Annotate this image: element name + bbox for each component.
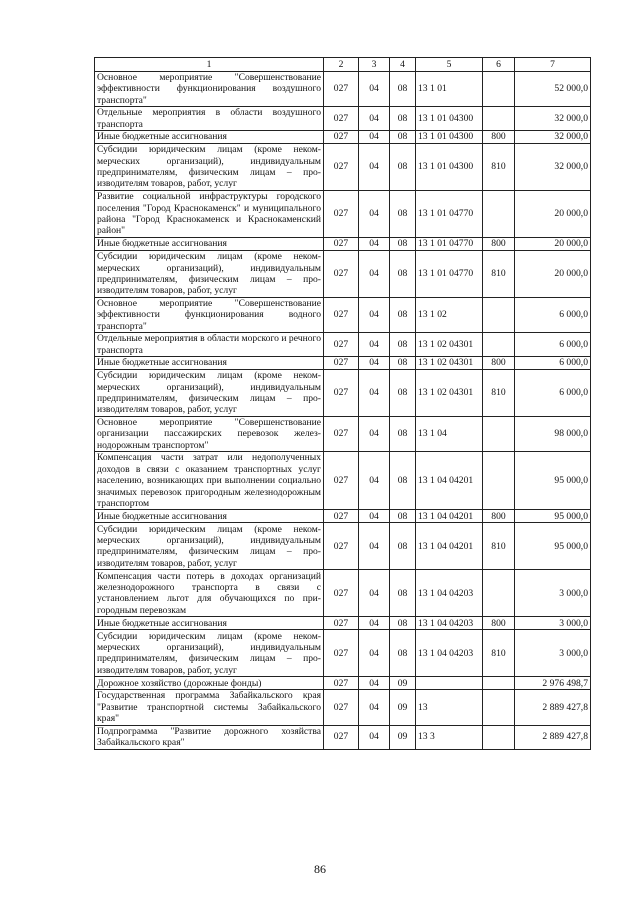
row-subsection: 08 <box>390 144 416 191</box>
table-row <box>95 617 591 630</box>
row-section: 04 <box>359 370 390 417</box>
row-name: Развитие социальной инфраструктуры городского поселения "Город Краснокаменск" и муниципального района "Город Краснокаменск и Краснокаменский район" <box>95 191 324 238</box>
row-expense-type: 810 <box>483 144 515 191</box>
header-row <box>95 58 591 72</box>
row-amount: 2 889 427,8 <box>515 725 591 749</box>
row-amount: 95 000,0 <box>515 510 591 523</box>
table-row <box>95 690 591 725</box>
row-section: 04 <box>359 333 390 357</box>
row-expense-type <box>483 191 515 238</box>
row-expense-type <box>483 72 515 107</box>
row-name: Иные бюджетные ассигнования <box>95 238 324 251</box>
row-target-article: 13 1 01 04770 <box>416 238 483 251</box>
header-cell-expense-type: 6 <box>483 58 515 72</box>
row-expense-type: 800 <box>483 617 515 630</box>
header-cell-grbs: 2 <box>324 58 359 72</box>
row-subsection: 08 <box>390 617 416 630</box>
row-name: Иные бюджетные ассигнования <box>95 617 324 630</box>
row-grbs: 027 <box>324 238 359 251</box>
row-target-article: 13 1 01 04770 <box>416 251 483 298</box>
row-target-article: 13 1 01 04300 <box>416 107 483 131</box>
row-expense-type: 810 <box>483 523 515 570</box>
row-target-article: 13 3 <box>416 725 483 749</box>
row-target-article: 13 <box>416 690 483 725</box>
row-amount: 6 000,0 <box>515 298 591 333</box>
row-amount: 2 889 427,8 <box>515 690 591 725</box>
row-section: 04 <box>359 725 390 749</box>
row-target-article: 13 1 04 04203 <box>416 617 483 630</box>
row-name: Субсидии юридическим лицам (кроме некоммерческих организаций), индивидуальным предпринимателям, физическим лицам – производителям товаров, работ, услуг <box>95 370 324 417</box>
row-name: Иные бюджетные ассигнования <box>95 131 324 144</box>
row-amount: 6 000,0 <box>515 357 591 370</box>
row-amount: 6 000,0 <box>515 370 591 417</box>
row-grbs: 027 <box>324 107 359 131</box>
row-grbs: 027 <box>324 72 359 107</box>
table-row <box>95 238 591 251</box>
row-grbs: 027 <box>324 725 359 749</box>
row-grbs: 027 <box>324 452 359 510</box>
row-name: Иные бюджетные ассигнования <box>95 357 324 370</box>
table-row <box>95 370 591 417</box>
row-amount: 98 000,0 <box>515 417 591 452</box>
row-name: Субсидии юридическим лицам (кроме некоммерческих организаций), индивидуальным предпринимателям, физическим лицам – производителям товаров, работ, услуг <box>95 144 324 191</box>
row-name: Отдельные мероприятия в области морского и речного транспорта <box>95 333 324 357</box>
row-expense-type: 800 <box>483 238 515 251</box>
row-expense-type <box>483 570 515 617</box>
row-grbs: 027 <box>324 510 359 523</box>
row-grbs: 027 <box>324 333 359 357</box>
table-row <box>95 107 591 131</box>
row-name: Субсидии юридическим лицам (кроме некоммерческих организаций), индивидуальным предпринимателям, физическим лицам – производителям товаров, работ, услуг <box>95 630 324 677</box>
row-section: 04 <box>359 238 390 251</box>
row-name: Компенсация части затрат или недополученных доходов в связи с оказанием транспортных услуг населению, возникающих при выполнении социально значимых перевозок пригородным железнодорожным транспортом <box>95 452 324 510</box>
row-target-article <box>416 677 483 690</box>
row-name: Отдельные мероприятия в области воздушного транспорта <box>95 107 324 131</box>
table-row <box>95 677 591 690</box>
row-expense-type: 810 <box>483 251 515 298</box>
table-row <box>95 570 591 617</box>
row-name: Государственная программа Забайкальского края "Развитие транспортной системы Забайкальского края" <box>95 690 324 725</box>
row-name: Субсидии юридическим лицам (кроме некоммерческих организаций), индивидуальным предпринимателям, физическим лицам – производителям товаров, работ, услуг <box>95 251 324 298</box>
table-row <box>95 452 591 510</box>
row-amount: 3 000,0 <box>515 570 591 617</box>
row-expense-type <box>483 333 515 357</box>
row-expense-type <box>483 677 515 690</box>
row-amount: 6 000,0 <box>515 333 591 357</box>
row-name: Основное мероприятие "Совершенствование эффективности функционирования водного транспорта" <box>95 298 324 333</box>
header-cell-section: 3 <box>359 58 390 72</box>
row-subsection: 08 <box>390 523 416 570</box>
row-expense-type <box>483 107 515 131</box>
row-expense-type <box>483 417 515 452</box>
table-row <box>95 191 591 238</box>
row-target-article: 13 1 01 04300 <box>416 131 483 144</box>
row-amount: 20 000,0 <box>515 251 591 298</box>
row-name: Основное мероприятие "Совершенствование организации пассажирских перевозок железнодорожным транспортом" <box>95 417 324 452</box>
row-grbs: 027 <box>324 630 359 677</box>
page-number: 86 <box>314 862 326 876</box>
row-grbs: 027 <box>324 617 359 630</box>
row-subsection: 08 <box>390 570 416 617</box>
header-cell-name: 1 <box>95 58 324 72</box>
row-target-article: 13 1 02 04301 <box>416 357 483 370</box>
row-target-article: 13 1 01 04770 <box>416 191 483 238</box>
row-section: 04 <box>359 523 390 570</box>
row-amount: 32 000,0 <box>515 131 591 144</box>
row-grbs: 027 <box>324 417 359 452</box>
table-body <box>95 58 591 750</box>
row-target-article: 13 1 02 04301 <box>416 333 483 357</box>
row-grbs: 027 <box>324 251 359 298</box>
row-grbs: 027 <box>324 370 359 417</box>
header-cell-target-article: 5 <box>416 58 483 72</box>
row-expense-type: 810 <box>483 630 515 677</box>
row-name: Иные бюджетные ассигнования <box>95 510 324 523</box>
row-subsection: 08 <box>390 191 416 238</box>
table-row <box>95 144 591 191</box>
row-name: Компенсация части потерь в доходах организаций железнодорожного транспорта в связи с установлением льгот для обучающихся по пригородным перевозкам <box>95 570 324 617</box>
row-expense-type: 800 <box>483 510 515 523</box>
row-target-article: 13 1 04 04203 <box>416 570 483 617</box>
row-section: 04 <box>359 510 390 523</box>
row-expense-type <box>483 298 515 333</box>
row-section: 04 <box>359 677 390 690</box>
row-grbs: 027 <box>324 298 359 333</box>
row-name: Субсидии юридическим лицам (кроме некоммерческих организаций), индивидуальным предпринимателям, физическим лицам – производителям товаров, работ, услуг <box>95 523 324 570</box>
row-amount: 95 000,0 <box>515 523 591 570</box>
row-section: 04 <box>359 357 390 370</box>
header-cell-amount: 7 <box>515 58 591 72</box>
row-subsection: 08 <box>390 452 416 510</box>
row-target-article: 13 1 02 <box>416 298 483 333</box>
row-amount: 95 000,0 <box>515 452 591 510</box>
row-subsection: 09 <box>390 690 416 725</box>
row-section: 04 <box>359 107 390 131</box>
row-section: 04 <box>359 251 390 298</box>
row-subsection: 08 <box>390 107 416 131</box>
row-target-article: 13 1 04 04201 <box>416 452 483 510</box>
row-amount: 3 000,0 <box>515 617 591 630</box>
row-grbs: 027 <box>324 357 359 370</box>
row-subsection: 09 <box>390 725 416 749</box>
row-subsection: 08 <box>390 510 416 523</box>
row-subsection: 08 <box>390 251 416 298</box>
table-row <box>95 72 591 107</box>
row-name: Дорожное хозяйство (дорожные фонды) <box>95 677 324 690</box>
row-section: 04 <box>359 630 390 677</box>
row-grbs: 027 <box>324 144 359 191</box>
row-section: 04 <box>359 690 390 725</box>
row-section: 04 <box>359 452 390 510</box>
row-target-article: 13 1 01 <box>416 72 483 107</box>
row-section: 04 <box>359 144 390 191</box>
row-section: 04 <box>359 617 390 630</box>
table-row <box>95 131 591 144</box>
row-amount: 20 000,0 <box>515 238 591 251</box>
row-amount: 52 000,0 <box>515 72 591 107</box>
row-grbs: 027 <box>324 131 359 144</box>
row-subsection: 08 <box>390 370 416 417</box>
table-row <box>95 298 591 333</box>
table-row <box>95 417 591 452</box>
table-row <box>95 630 591 677</box>
row-subsection: 08 <box>390 630 416 677</box>
row-subsection: 09 <box>390 677 416 690</box>
row-target-article: 13 1 04 04201 <box>416 510 483 523</box>
row-name: Подпрограмма "Развитие дорожного хозяйства Забайкальского края" <box>95 725 324 749</box>
row-section: 04 <box>359 298 390 333</box>
table-row <box>95 523 591 570</box>
row-target-article: 13 1 02 04301 <box>416 370 483 417</box>
row-subsection: 08 <box>390 333 416 357</box>
row-amount: 32 000,0 <box>515 107 591 131</box>
row-name: Основное мероприятие "Совершенствование эффективности функционирования воздушного транспорта" <box>95 72 324 107</box>
row-amount: 2 976 498,7 <box>515 677 591 690</box>
row-target-article: 13 1 04 <box>416 417 483 452</box>
table-row <box>95 510 591 523</box>
row-grbs: 027 <box>324 570 359 617</box>
budget-table <box>94 57 591 750</box>
row-subsection: 08 <box>390 238 416 251</box>
table-row <box>95 725 591 749</box>
row-grbs: 027 <box>324 191 359 238</box>
table-row <box>95 251 591 298</box>
row-target-article: 13 1 01 04300 <box>416 144 483 191</box>
row-expense-type <box>483 690 515 725</box>
row-subsection: 08 <box>390 131 416 144</box>
row-subsection: 08 <box>390 417 416 452</box>
row-amount: 32 000,0 <box>515 144 591 191</box>
row-expense-type: 800 <box>483 131 515 144</box>
row-section: 04 <box>359 191 390 238</box>
row-section: 04 <box>359 131 390 144</box>
row-amount: 3 000,0 <box>515 630 591 677</box>
row-expense-type: 800 <box>483 357 515 370</box>
row-expense-type <box>483 452 515 510</box>
row-amount: 20 000,0 <box>515 191 591 238</box>
row-grbs: 027 <box>324 690 359 725</box>
row-target-article: 13 1 04 04203 <box>416 630 483 677</box>
row-expense-type: 810 <box>483 370 515 417</box>
table-row <box>95 357 591 370</box>
row-section: 04 <box>359 417 390 452</box>
row-target-article: 13 1 04 04201 <box>416 523 483 570</box>
table-row <box>95 333 591 357</box>
row-section: 04 <box>359 570 390 617</box>
header-cell-subsection: 4 <box>390 58 416 72</box>
row-expense-type <box>483 725 515 749</box>
row-grbs: 027 <box>324 677 359 690</box>
row-section: 04 <box>359 72 390 107</box>
row-subsection: 08 <box>390 357 416 370</box>
row-subsection: 08 <box>390 298 416 333</box>
row-grbs: 027 <box>324 523 359 570</box>
row-subsection: 08 <box>390 72 416 107</box>
